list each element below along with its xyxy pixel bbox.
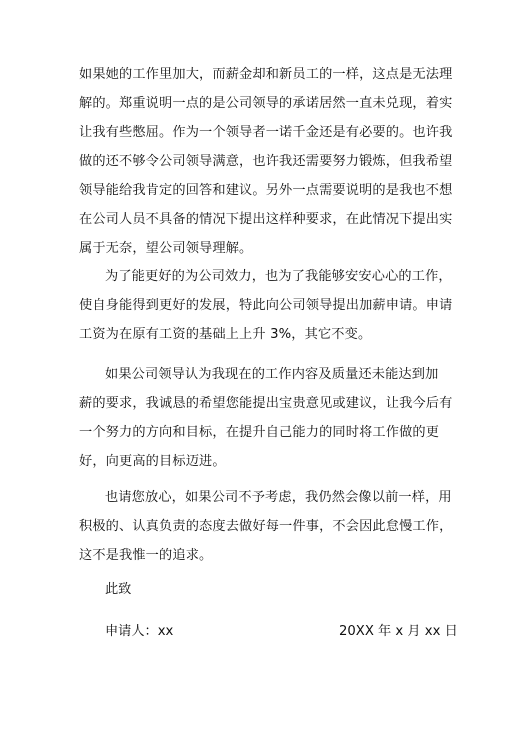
- text-line: 一个努力的方向和目标，在提升自己能力的同时将工作做的更: [79, 425, 440, 440]
- paragraph-2: [79, 262, 453, 349]
- text-line: 为了能更好的为公司效力，也为了我能够安安心心的工作，: [105, 269, 452, 284]
- text-line: 工资为在原有工资的基础上上升 3%，其它不变。: [79, 327, 372, 342]
- text-line: 在公司人员不具备的情况下提出这样种要求，在此情况下提出实: [79, 212, 453, 227]
- text-line: 做的还不够令公司领导满意，也许我还需要努力锻炼，但我希望: [79, 154, 453, 169]
- paragraph-1: [79, 60, 453, 263]
- text-line: 积极的、认真负责的态度去做好每一件事，不会因此怠慢工作，: [79, 519, 453, 534]
- text-line: 使自身能得到更好的发展，特此向公司领导提出加薪申请。申请: [79, 298, 453, 313]
- applicant-signature: 申请人：xx: [105, 624, 174, 639]
- closing-salutation: 此致: [105, 582, 132, 597]
- date-line: 20XX 年 x 月 xx 日: [339, 624, 458, 639]
- text-line: 解的。郑重说明一点的是公司领导的承诺居然一直未兑现，着实: [79, 96, 453, 111]
- paragraph-3: [79, 360, 453, 476]
- text-line: 如果她的工作里加大，而薪金却和新员工的一样，这点是无法理: [79, 67, 453, 82]
- text-line: 属于无奈，望公司领导理解。: [79, 241, 253, 256]
- paragraph-4: [79, 483, 453, 570]
- text-line: 如果公司领导认为我现在的工作内容及质量还未能达到加: [105, 367, 439, 382]
- text-line: 让我有些憋屈。作为一个领导者一诺千金还是有必要的。也许我: [79, 125, 453, 140]
- text-line: 领导能给我肯定的回答和建议。另外一点需要说明的是我也不想: [79, 183, 453, 198]
- text-line: 也请您放心，如果公司不予考虑，我仍然会像以前一样，用: [105, 490, 452, 505]
- text-line: 好，向更高的目标迈进。: [79, 454, 226, 469]
- text-line: 薪的要求，我诚恳的希望您能提出宝贵意见或建议，让我今后有: [79, 396, 453, 411]
- text-line: 这不是我惟一的追求。: [79, 548, 213, 563]
